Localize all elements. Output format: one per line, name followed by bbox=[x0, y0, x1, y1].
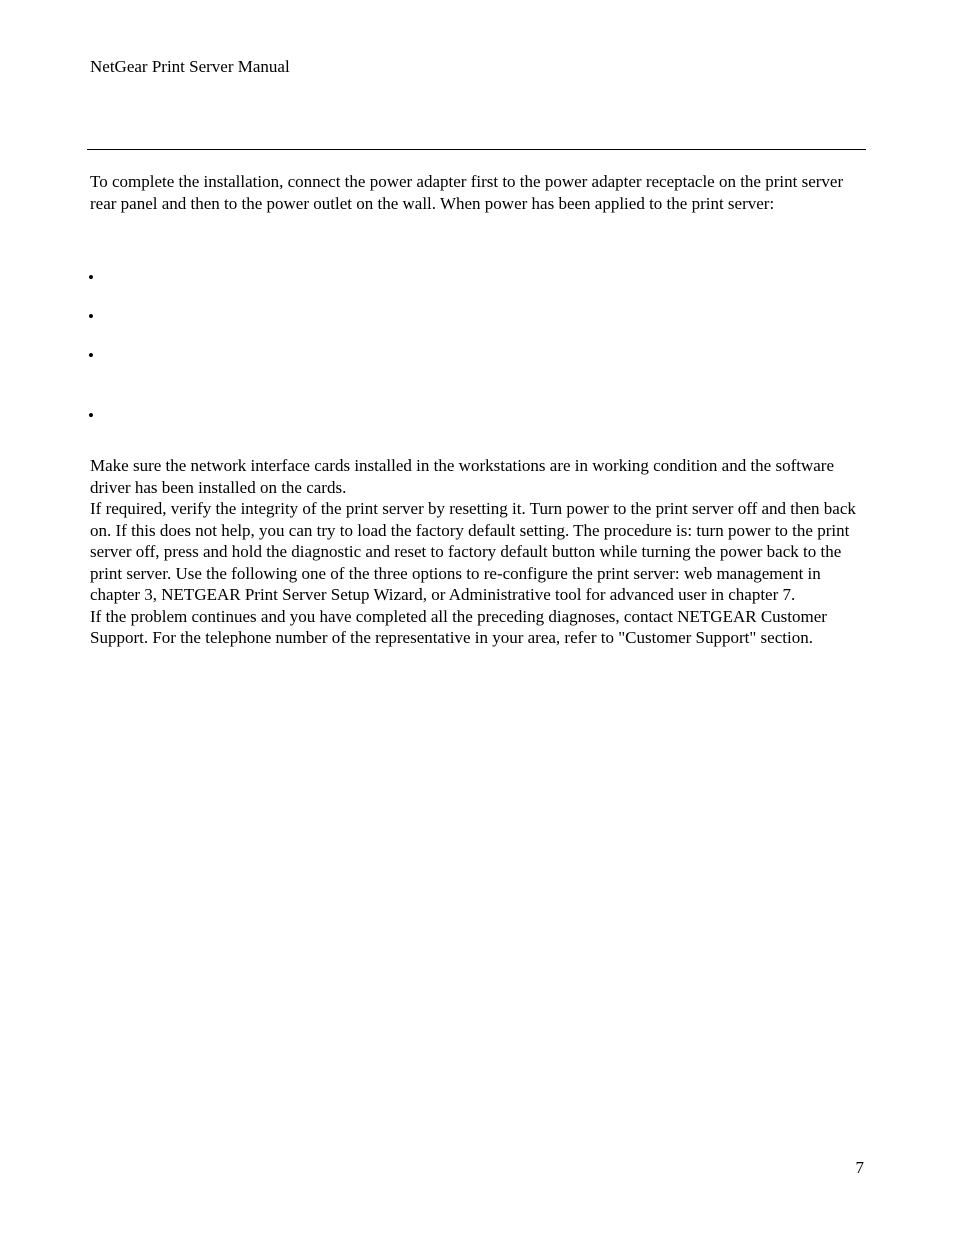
list-bullet: • bbox=[88, 346, 94, 365]
network-card-paragraph: Make sure the network interface cards installed in the workstations are in working condition and the software driver has been installed on the cards. bbox=[90, 456, 834, 497]
header-divider bbox=[87, 149, 866, 150]
reset-paragraph: If required, verify the integrity of the print server by resetting it. Turn power to the print server off and then back on. If this does not help, you can try to load the factory default setting. The procedure is: turn power to the print server off, press and hold the diagnostic and reset to factory default button while turning the power back to the print server. Use the following one of the three options to re-configure the print server: web management in chapter 3, NETGEAR Print Server Setup Wizard, or Administrative tool for advanced user in chapter 7. bbox=[90, 499, 856, 604]
support-paragraph: If the problem continues and you have completed all the preceding diagnoses, contact NETGEAR Customer Support. For the telephone number of the representative in your area, refer to "Customer Support" section. bbox=[90, 606, 827, 647]
list-bullet: • bbox=[88, 268, 94, 287]
list-bullet: • bbox=[88, 307, 94, 326]
running-header: NetGear Print Server Manual bbox=[90, 57, 290, 76]
troubleshooting-text bbox=[90, 455, 870, 649]
list-bullet: • bbox=[88, 406, 94, 425]
intro-paragraph: To complete the installation, connect the power adapter first to the power adapter receptacle on the print server rear panel and then to the power outlet on the wall. When power has been applied to the print server: bbox=[90, 172, 844, 213]
page-number: 7 bbox=[855, 1158, 864, 1177]
